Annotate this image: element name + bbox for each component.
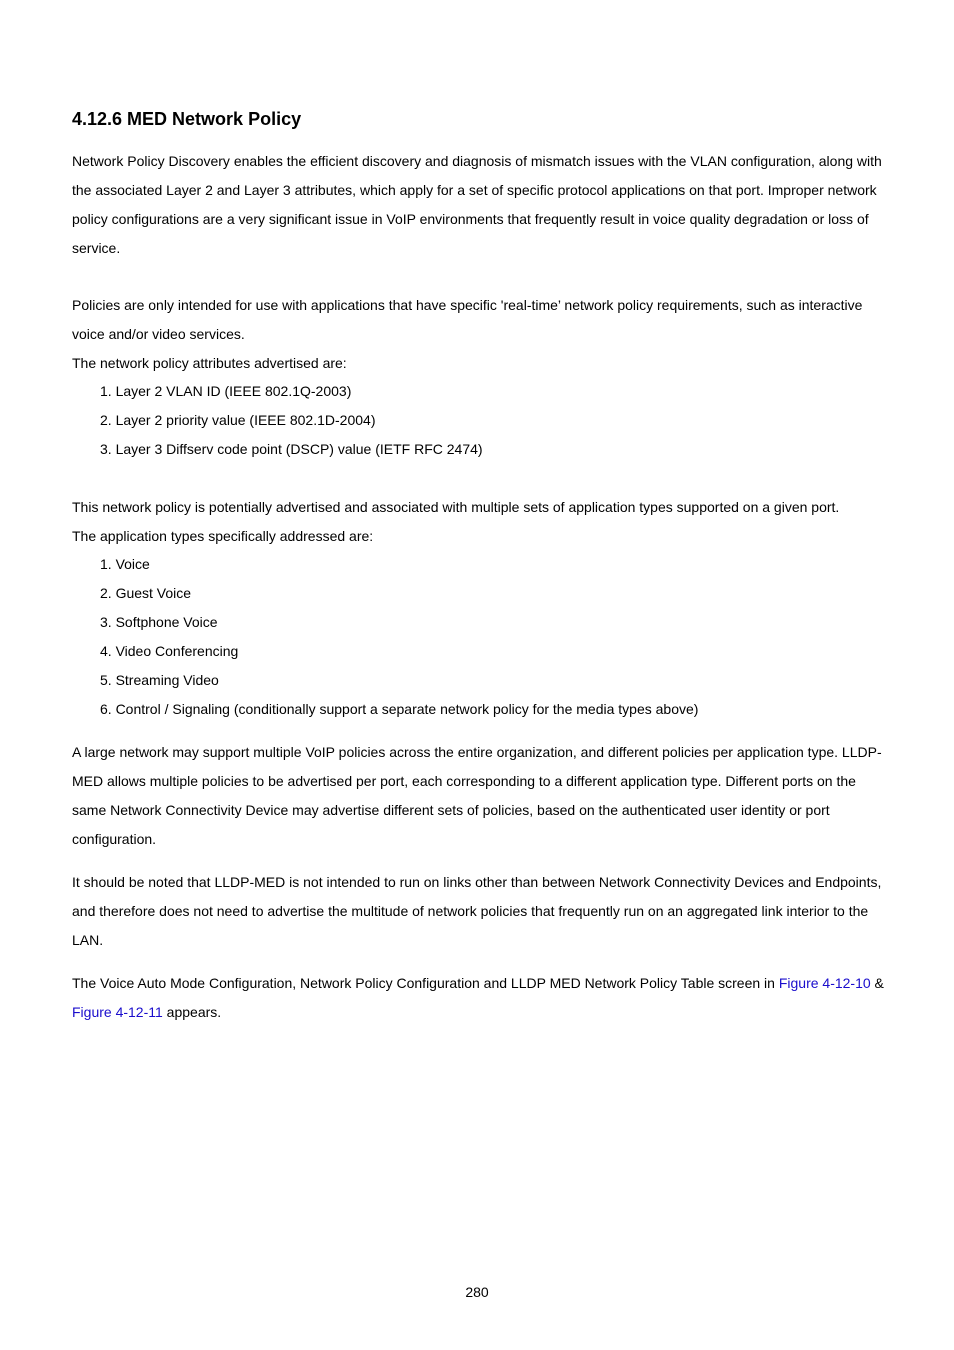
note-paragraph: It should be noted that LLDP-MED is not intended to run on links other than between Network Connectivity Devices and Endpoints, and therefore does not need to advertise the multitude of network policies that frequently run on an aggregated link interior to the LAN. <box>72 874 882 948</box>
attributes-intro-text: The network policy attributes advertised are: <box>72 355 347 371</box>
app-types-text: This network policy is potentially advertised and associated with multiple sets of application types supported on a given port. <box>72 499 840 515</box>
list-item: 1. Layer 2 VLAN ID (IEEE 802.1Q-2003) <box>100 383 352 399</box>
closing-prefix: The Voice Auto Mode Configuration, Network Policy Configuration and LLDP MED Network Policy Table screen in <box>72 975 779 991</box>
policies-paragraph <box>72 291 886 378</box>
list-item: 3. Layer 3 Diffserv code point (DSCP) value (IETF RFC 2474) <box>100 441 483 457</box>
list-item: 4. Video Conferencing <box>100 643 239 659</box>
list-item: 5. Streaming Video <box>100 672 219 688</box>
closing-suffix: appears. <box>162 1004 222 1020</box>
attributes-list <box>100 377 483 464</box>
closing-paragraph <box>72 969 886 1027</box>
figure-link-4-12-10[interactable]: Figure 4-12-10 <box>778 975 871 991</box>
list-item: 3. Softphone Voice <box>100 614 218 630</box>
application-types-list <box>100 550 698 724</box>
list-item: 2. Layer 2 priority value (IEEE 802.1D-2004) <box>100 412 376 428</box>
document-page <box>72 0 886 1350</box>
app-types-intro-text: The application types specifically addressed are: <box>72 528 374 544</box>
closing-ampersand: & <box>870 975 884 991</box>
list-item: 1. Voice <box>100 556 150 572</box>
intro-paragraph: Network Policy Discovery enables the efficient discovery and diagnosis of mismatch issues with the VLAN configuration, along with the associated Layer 2 and Layer 3 attributes, which apply for a set of specific protocol applications on that port. Improper network policy configurations are a very significant issue in VoIP environments that frequently result in voice quality degradation or loss of service. <box>72 153 882 256</box>
policies-text: Policies are only intended for use with applications that have specific 'real-time’ network policy requirements, such as interactive voice and/or video services. <box>72 297 863 342</box>
application-types-paragraph <box>72 493 886 551</box>
figure-link-4-12-11[interactable]: Figure 4-12-11 <box>72 1004 163 1020</box>
section-title: 4.12.6 MED Network Policy <box>72 109 302 129</box>
list-item: 6. Control / Signaling (conditionally support a separate network policy for the media types above) <box>100 701 699 717</box>
page-number: 280 <box>465 1284 489 1300</box>
large-network-paragraph: A large network may support multiple VoIP policies across the entire organization, and different policies per application type. LLDP-MED allows multiple policies to be advertised per port, each corresponding to a different application type. Different ports on the same Network Connectivity Device may advertise different sets of policies, based on the authenticated user identity or port configuration. <box>72 744 882 847</box>
list-item: 2. Guest Voice <box>100 585 192 601</box>
